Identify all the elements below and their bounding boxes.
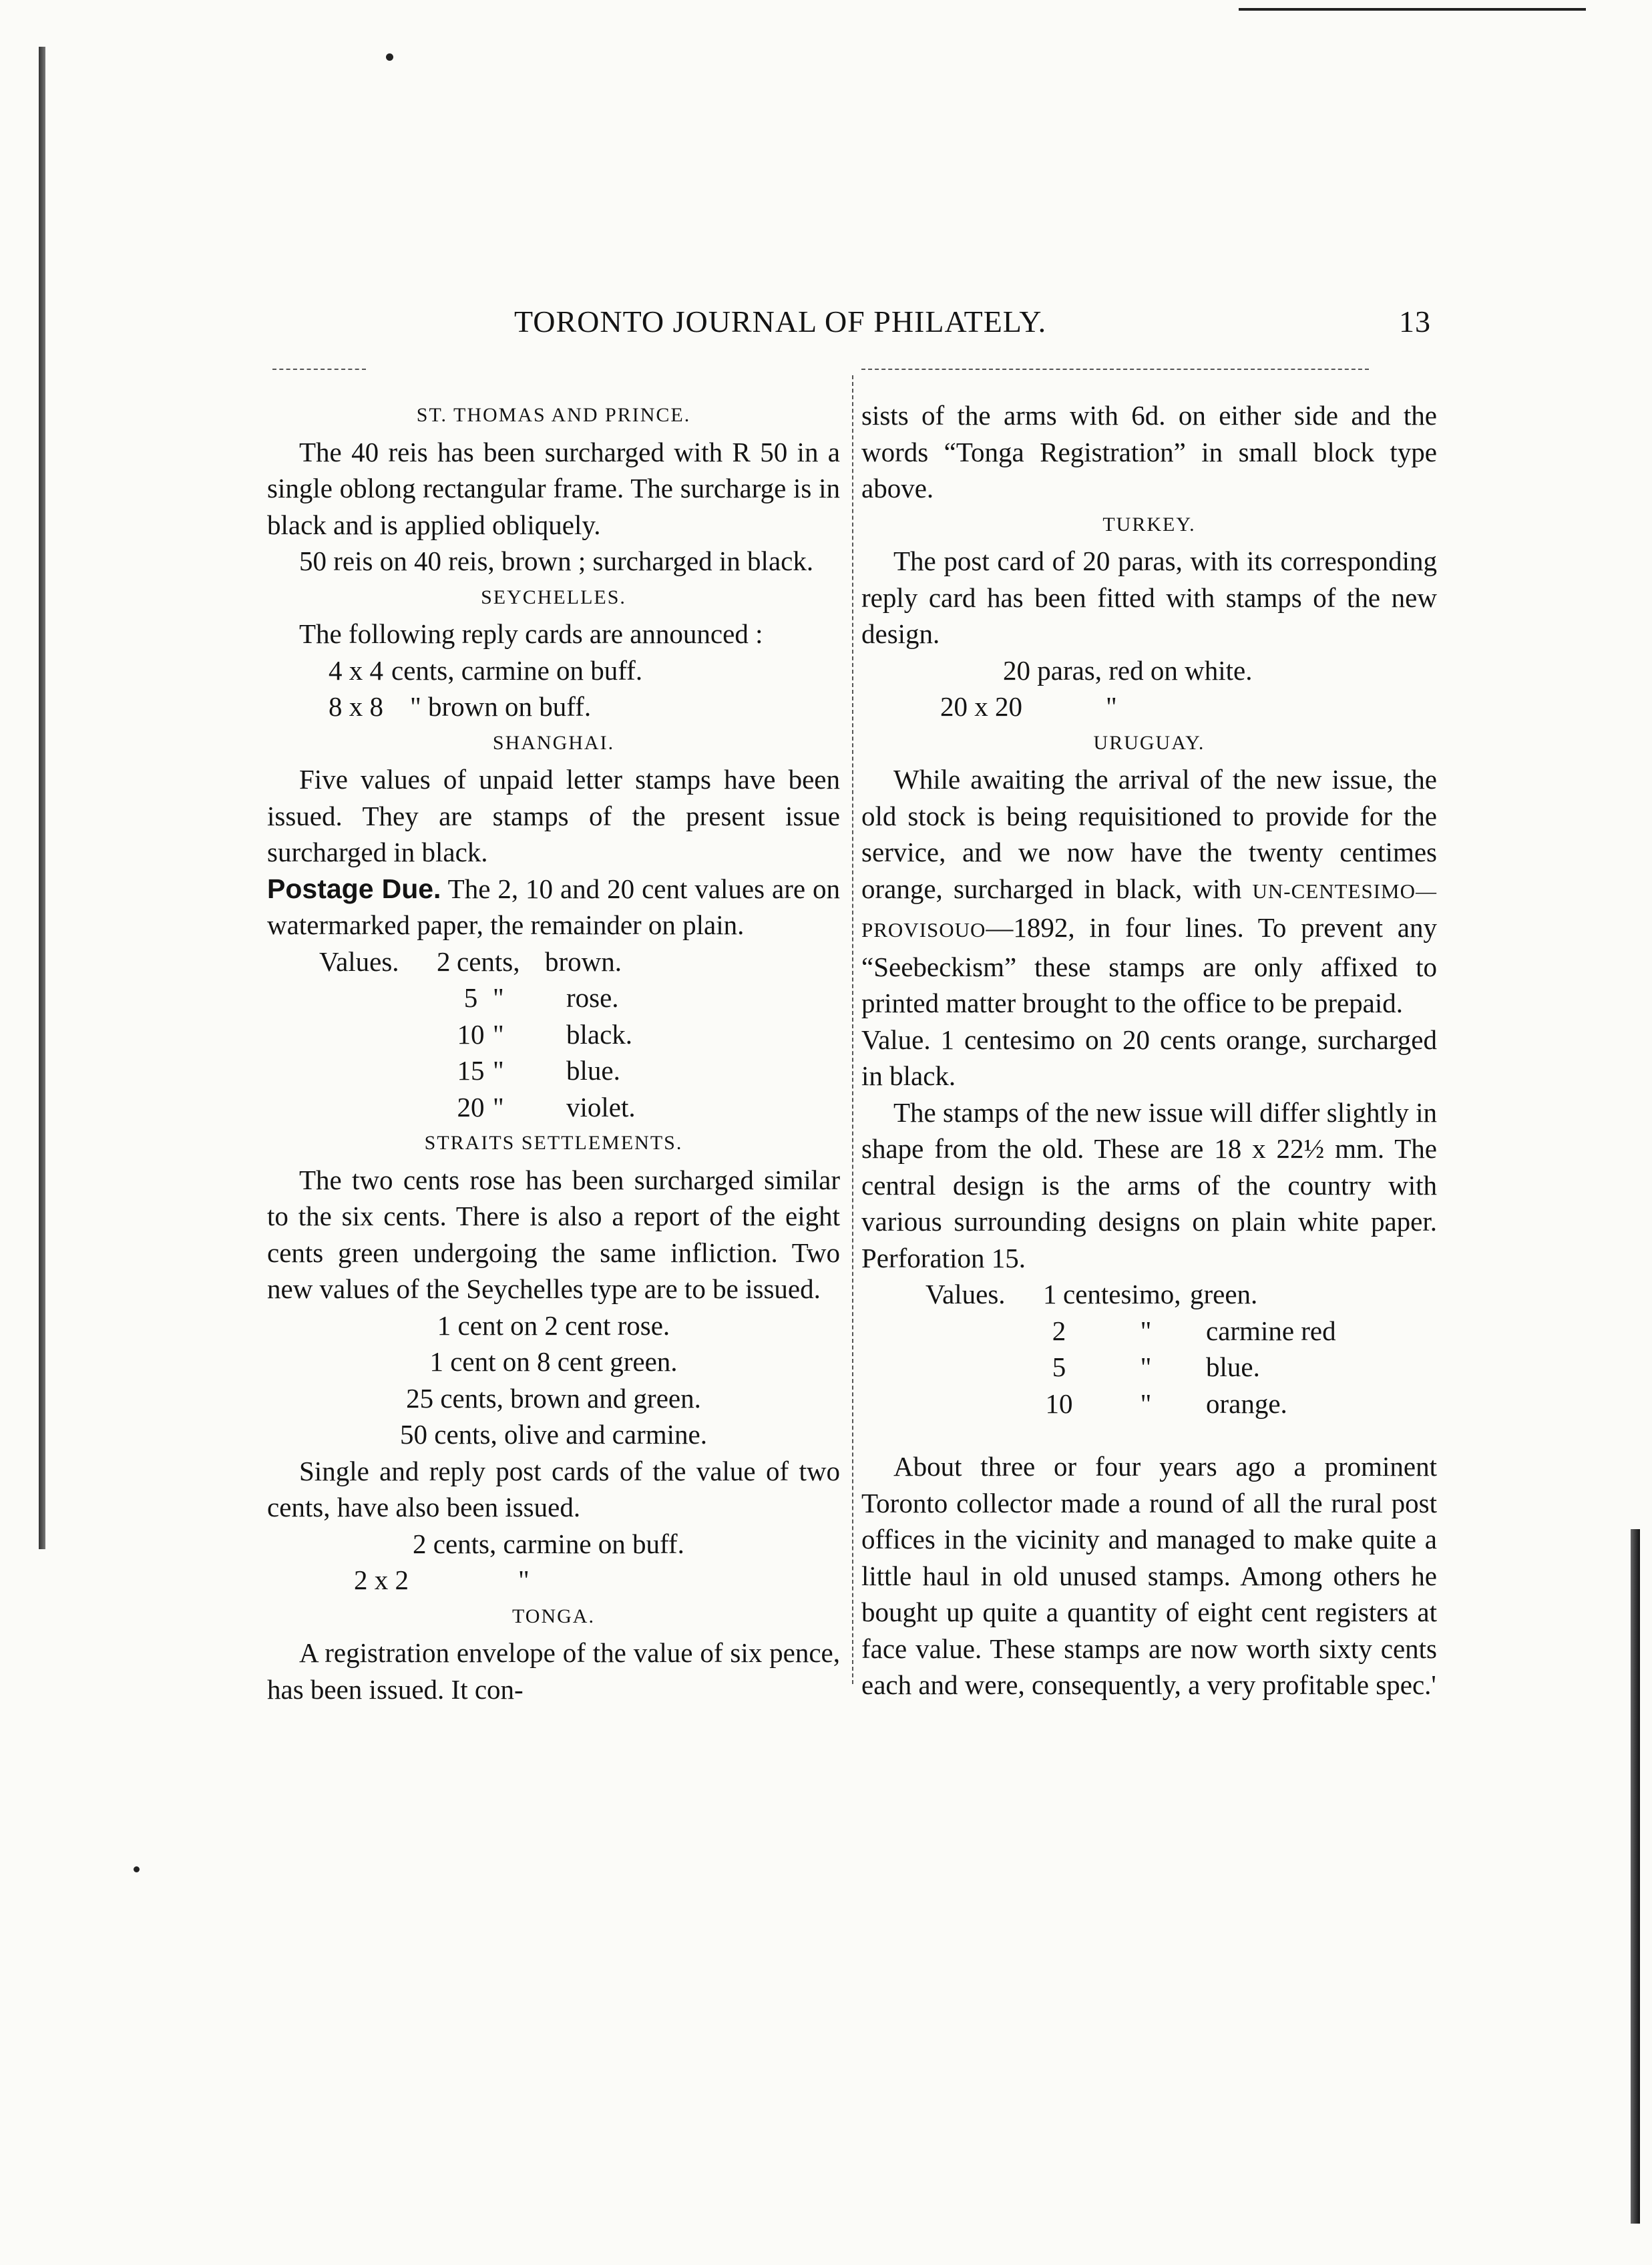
ink-dot bbox=[386, 53, 393, 61]
list-item: 1 cent on 2 cent rose. bbox=[437, 1309, 670, 1341]
value-color: blue. bbox=[1206, 1352, 1260, 1382]
paragraph-text: The 2, 10 and 20 cent values are on watermarked paper, the remainder on plain. bbox=[267, 873, 840, 940]
values-label: Values. bbox=[319, 946, 399, 977]
section-heading-straits: STRAITS SETTLEMENTS. bbox=[424, 1132, 683, 1154]
value-unit: " bbox=[1140, 1315, 1152, 1346]
header-rule-left bbox=[272, 369, 366, 371]
ink-dot bbox=[134, 1866, 140, 1872]
value-unit: " bbox=[1140, 1352, 1152, 1382]
postage-due-label: Postage Due. bbox=[267, 873, 441, 904]
value-color: rose. bbox=[566, 982, 619, 1013]
paragraph-text: While awaiting the arrival of the new issue, the old stock is being requisitioned to provide for the service, and we now have the twenty centimes orange, surcharged in black, with bbox=[861, 764, 1437, 904]
value-amount: 20 bbox=[457, 1091, 485, 1122]
value-color: green. bbox=[1190, 1279, 1258, 1309]
page-number: 13 bbox=[1399, 304, 1431, 339]
value-row bbox=[267, 1016, 840, 1053]
paragraph: 50 reis on 40 reis, brown ; surcharged in black. bbox=[299, 546, 814, 576]
value-unit: " bbox=[493, 1055, 504, 1086]
header-rule-right bbox=[861, 369, 1369, 371]
list-item bbox=[267, 688, 840, 725]
item-desc: cents, carmine on buff. bbox=[391, 654, 643, 686]
paragraph: sists of the arms with 6d. on either side and the words “Tonga Registration” in small block type above. bbox=[861, 400, 1437, 503]
value-amount: 2 bbox=[1052, 1315, 1066, 1346]
ditto-mark: " bbox=[518, 1565, 530, 1595]
scan-edge-left bbox=[39, 47, 45, 1549]
value-amount: 5 bbox=[463, 982, 478, 1013]
paragraph: A registration envelope of the value of six pence, has been issued. It con- bbox=[267, 1637, 840, 1705]
paragraph: Single and reply post cards of the value of two cents, have also been issued. bbox=[267, 1455, 840, 1522]
list-item: 1 cent on 8 cent green. bbox=[429, 1346, 678, 1377]
list-item: 20 paras, red on white. bbox=[1003, 654, 1253, 686]
item-value: 2 x 2 bbox=[354, 1565, 409, 1595]
value-row bbox=[861, 1313, 1437, 1350]
list-item: 50 cents, olive and carmine. bbox=[400, 1419, 707, 1450]
section-heading-shanghai: SHANGHAI. bbox=[492, 731, 615, 754]
left-column bbox=[267, 397, 840, 1707]
section-heading-turkey: TURKEY. bbox=[1102, 513, 1196, 536]
value-amount: 10 bbox=[457, 1018, 485, 1050]
list-item: 2 cents, carmine on buff. bbox=[413, 1528, 684, 1559]
paragraph: The following reply cards are announced : bbox=[299, 618, 763, 649]
value-color: brown. bbox=[545, 946, 622, 977]
item-value: 8 x 8 bbox=[329, 691, 383, 722]
value-color: black. bbox=[566, 1018, 633, 1050]
section-heading-st-thomas: ST. THOMAS AND PRINCE. bbox=[416, 404, 691, 426]
value-unit: " bbox=[1140, 1388, 1152, 1419]
list-item bbox=[267, 1562, 840, 1599]
paragraph: About three or four years ago a prominent Toronto collector made a round of all the rural post offices in the vicinity and managed to make quite a little haul in old unused stamps. Among others he bought up quite a quantity of eight cent registers at face value. These stamps are now worth sixty cents each and were, consequently, a very profitable spec.' bbox=[861, 1451, 1437, 1700]
value-color: carmine red bbox=[1206, 1315, 1336, 1346]
value-row bbox=[861, 1386, 1437, 1422]
value-unit: centesimo, bbox=[1063, 1279, 1181, 1309]
value-row bbox=[861, 1276, 1437, 1313]
list-item: 25 cents, brown and green. bbox=[406, 1382, 701, 1414]
value-amount: 1 bbox=[1043, 1279, 1057, 1309]
value-amount: 15 bbox=[457, 1055, 485, 1086]
value-color: blue. bbox=[566, 1055, 620, 1086]
top-rule bbox=[1239, 8, 1586, 11]
paragraph-text: —1892, in four lines. To prevent any “Seebeckism” these stamps are only affixed to printed matter brought to the office to be prepaid. bbox=[861, 912, 1437, 1018]
paragraph: The post card of 20 paras, with its corresponding reply card has been fitted with stamps of the new design. bbox=[861, 546, 1437, 649]
paragraph: The two cents rose has been surcharged similar to the six cents. There is also a report of the eight cents green undergoing the same infliction. Two new values of the Seychelles type are to be issued. bbox=[267, 1164, 840, 1304]
item-value: 20 x 20 bbox=[940, 691, 1022, 722]
value-row bbox=[267, 1052, 840, 1089]
value-unit: " bbox=[493, 1091, 504, 1122]
values-label: Values. bbox=[925, 1279, 1006, 1309]
section-heading-tonga: TONGA. bbox=[512, 1605, 595, 1627]
column-divider bbox=[852, 375, 853, 1684]
list-item bbox=[861, 688, 1437, 725]
paragraph bbox=[861, 761, 1437, 1022]
page-title: TORONTO JOURNAL OF PHILATELY. bbox=[514, 304, 1047, 339]
value-row bbox=[861, 1349, 1437, 1386]
value-unit: " bbox=[493, 1018, 504, 1050]
item-desc: " brown on buff. bbox=[410, 691, 592, 722]
value-color: violet. bbox=[566, 1091, 636, 1122]
ditto-mark: " bbox=[1106, 691, 1117, 722]
right-column bbox=[861, 397, 1437, 1703]
item-value: 4 x 4 bbox=[329, 654, 383, 686]
section-heading-seychelles: SEYCHELLES. bbox=[481, 586, 626, 608]
value-amount: 5 bbox=[1052, 1352, 1066, 1382]
paragraph: Five values of unpaid letter stamps have been issued. They are stamps of the present issue surcharged in black. bbox=[267, 764, 840, 867]
paragraph bbox=[267, 871, 840, 944]
value-unit: " bbox=[493, 982, 504, 1013]
paragraph: The 40 reis has been surcharged with R 50 in a single oblong rectangular frame. The surcharge is in black and is applied obliquely. bbox=[267, 436, 840, 540]
list-item bbox=[267, 652, 840, 689]
section-heading-uruguay: URUGUAY. bbox=[1093, 731, 1205, 754]
value-color: orange. bbox=[1206, 1388, 1287, 1419]
value-row bbox=[267, 944, 840, 980]
value-row bbox=[267, 1089, 840, 1126]
surcharge-text: UN-CENTESIMO—PROVISOUO bbox=[861, 879, 1438, 942]
paragraph: The stamps of the new issue will differ slightly in shape from the old. These are 18 x 22½ mm. The central design is the arms of the country with various surrounding designs on plain white paper. Perforation 15. bbox=[861, 1096, 1437, 1273]
value-amount: 2 bbox=[437, 946, 451, 977]
scan-edge-right bbox=[1631, 1529, 1640, 2224]
value-amount: 10 bbox=[1045, 1388, 1073, 1419]
value-unit: cents, bbox=[457, 946, 520, 977]
spacer bbox=[861, 1422, 1437, 1448]
paragraph: Value. 1 centesimo on 20 cents orange, surcharged in black. bbox=[861, 1024, 1437, 1091]
value-row bbox=[267, 980, 840, 1016]
